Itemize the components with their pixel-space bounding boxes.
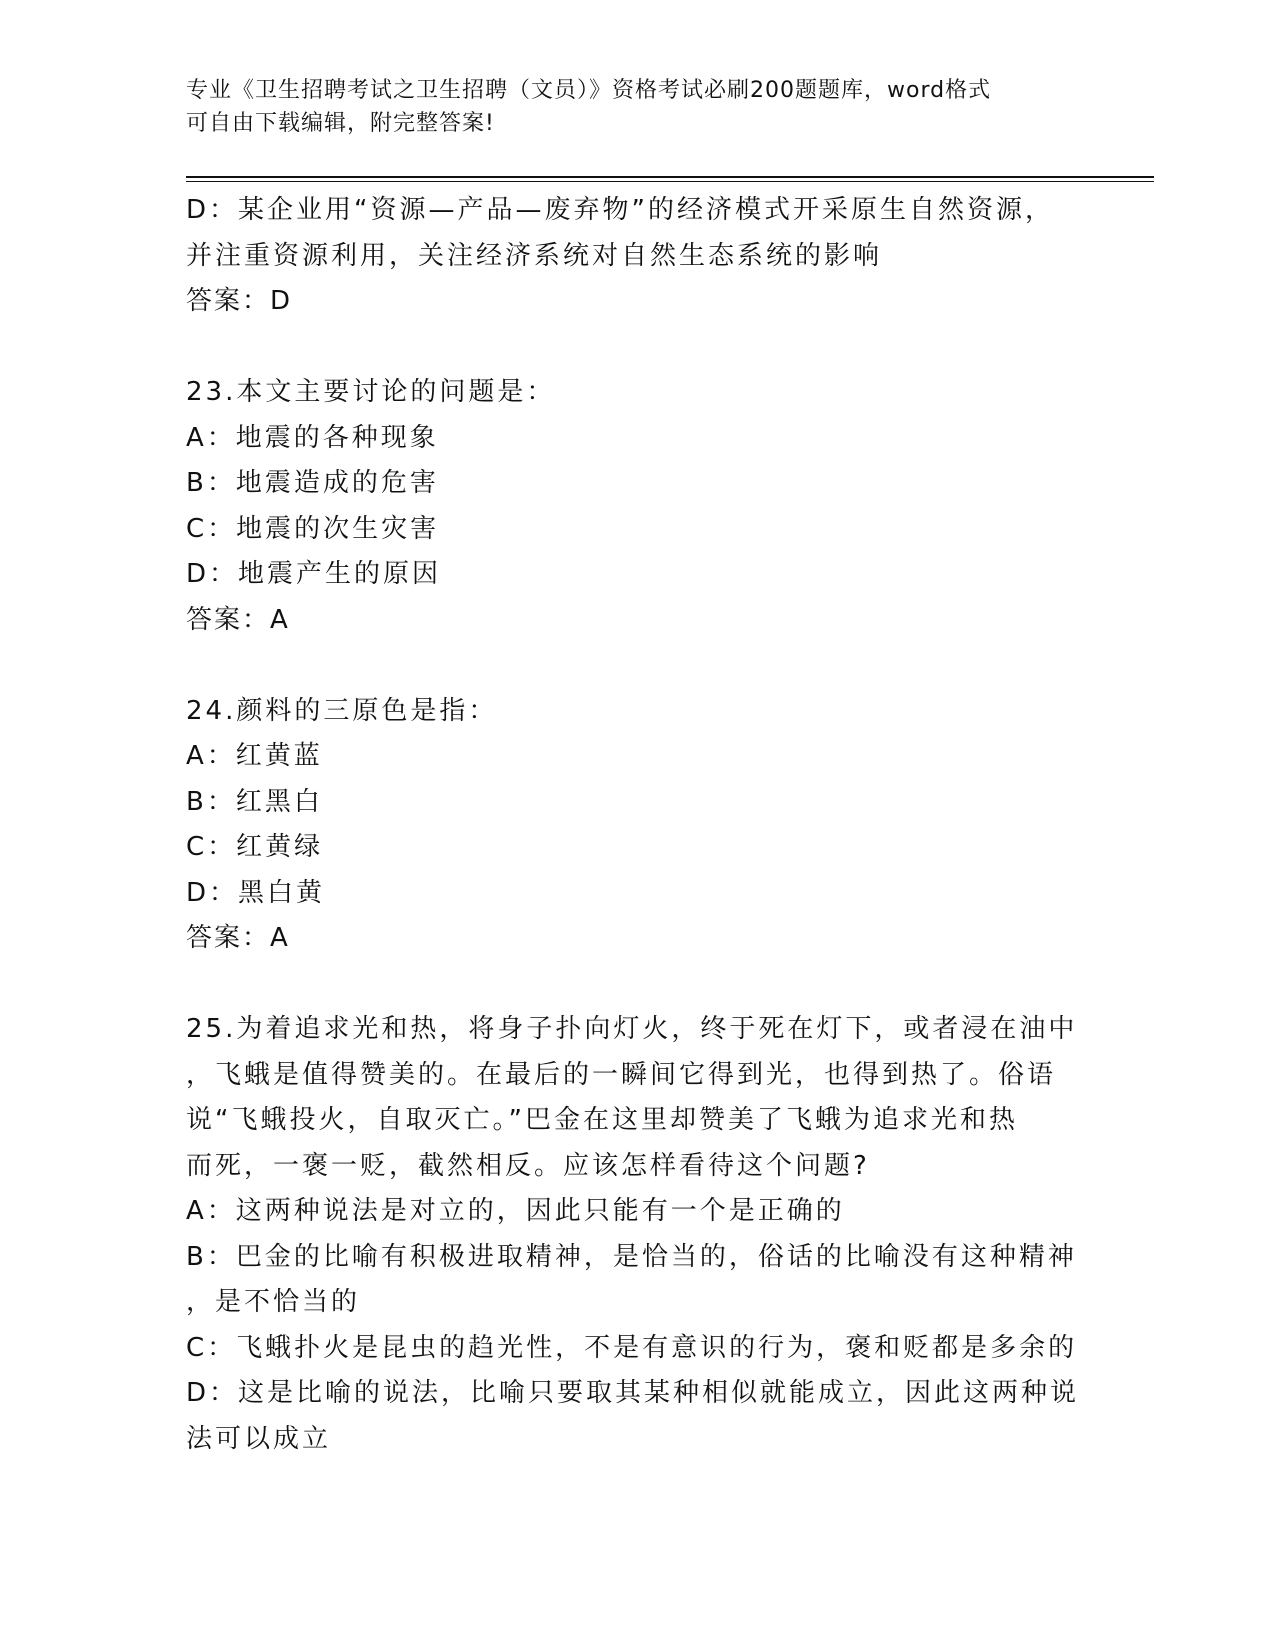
spacer [186,325,1066,371]
question-stem: 24.颜料的三原色是指： [186,695,498,726]
option-d: D：这是比喻的说法，比喻只要取其某种相似就能成立，因此这两种说 [186,1378,1080,1408]
option-d-line: 并注重资源利用，关注经济系统对自然生态系统的影响 [186,240,883,271]
option-a: A：红黄蓝 [186,741,323,771]
option-d-continued: 法可以成立 [186,1423,332,1454]
header-divider-thin [186,181,1154,182]
option-b: B：巴金的比喻有积极进取精神，是恰当的，俗话的比喻没有这种精神 [186,1241,1077,1272]
question-stem-line: 而死，一褒一贬，截然相反。应该怎样看待这个问题? [186,1150,870,1181]
question-24 [186,689,1066,962]
spacer [186,643,1066,689]
option-d: D：黑白黄 [186,877,326,908]
question-23 [186,370,1066,643]
option-c: C：红黄绿 [186,832,324,862]
answer-text: 答案：A [186,604,290,635]
header-line-1: 专业《卫生招聘考试之卫生招聘（文员）》资格考试必刷200题题库，word格式 [186,78,992,103]
option-c: C：飞蛾扑火是昆虫的趋光性，不是有意识的行为，褒和贬都是多余的 [186,1332,1078,1363]
option-d: D：地震产生的原因 [186,559,442,589]
header-line-2: 可自由下载编辑，附完整答案! [186,111,495,136]
question-list [186,188,1080,1462]
header-divider-thick [186,176,1154,178]
option-b-continued: ，是不恰当的 [186,1287,361,1317]
option-d-line: D：某企业用“资源—产品—废弃物”的经济模式开采原生自然资源， [186,195,1054,225]
option-b: B：地震造成的危害 [186,468,439,498]
spacer [186,962,1066,1008]
question-25 [186,1007,1080,1462]
question-stem-line: 25.为着追求光和热，将身子扑向灯火，终于死在灯下，或者浸在油中 [186,1014,1078,1044]
option-a: A：地震的各种现象 [186,422,439,453]
option-a: A：这两种说法是对立的，因此只能有一个是正确的 [186,1196,845,1226]
document-header [186,74,1066,140]
answer-text: 答案：D [186,286,293,316]
question-stem-line: 说“飞蛾投火，自取灭亡。”巴金在这里却赞美了飞蛾为追求光和热 [186,1105,1018,1135]
option-c: C：地震的次生灾害 [186,513,440,544]
option-b: B：红黑白 [186,786,323,817]
question-stem-line: ，飞蛾是值得赞美的。在最后的一瞬间它得到光，也得到热了。俗语 [186,1059,1057,1090]
previous-question-tail [186,188,1066,325]
answer-text: 答案：A [186,923,290,953]
question-stem: 23.本文主要讨论的问题是： [186,377,556,407]
